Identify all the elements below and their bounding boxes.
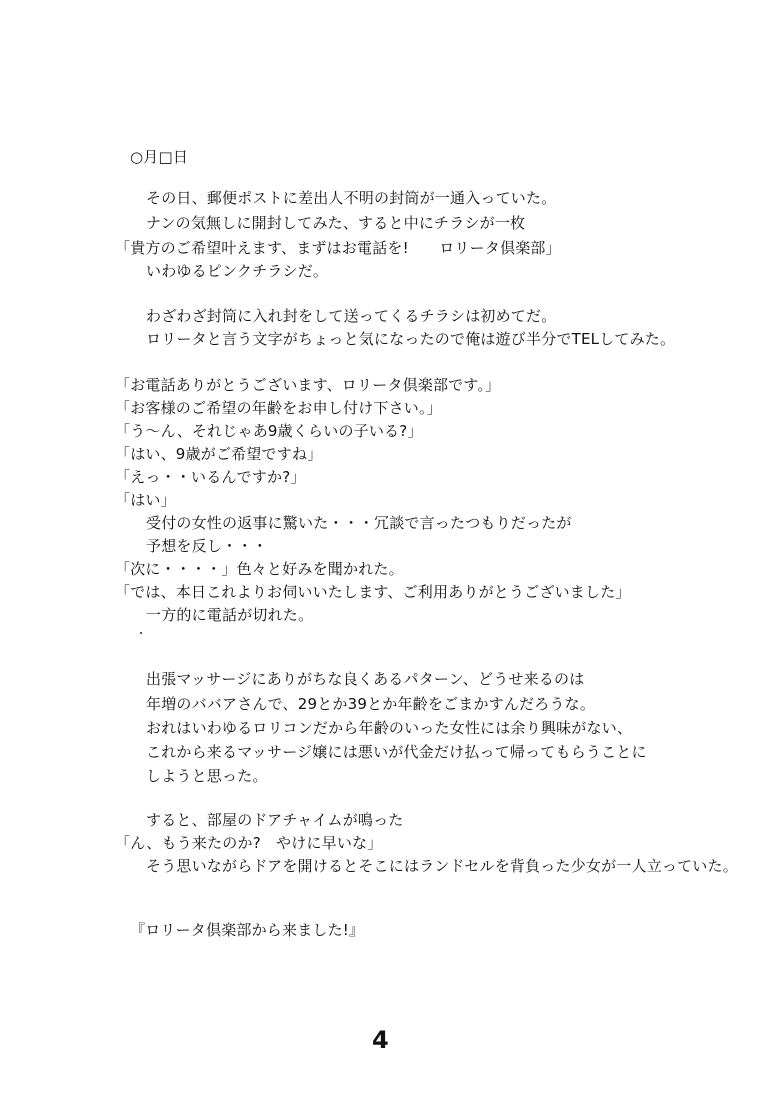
text-line: わざわざ封筒に入れ封をして送ってくるチラシは初めてだ。 [146,307,557,325]
dialogue-line: 「はい」 [115,491,176,509]
text-line: 「貴方のご希望叶えます、まずはお電話を! ロリータ倶楽部」 [115,239,561,257]
date-heading: ○月□日 [130,148,189,166]
text-line: おれはいわゆるロリコンだから年齢のいった女性には余り興味がない、 [146,719,633,737]
text-line: 予想を反し・・・ [146,537,268,555]
dialogue-line: 「はい、9歳がご希望ですね」 [115,445,323,463]
stray-mark [140,632,142,634]
text-line: 出張マッサージにありがちな良くあるパターン、どうせ来るのは [146,670,585,688]
dialogue-line: 「お客様のご希望の年齢をお申し付け下さい。」 [115,399,442,417]
page-number: 4 [372,1026,389,1054]
text-line: その日、郵便ポストに差出人不明の封筒が一通入っていた。 [146,189,557,207]
text-line: そう思いながらドアを開けるとそこにはランドセルを背負った少女が一人立っていた。 [146,857,738,875]
text-line: ナンの気無しに開封してみた、すると中にチラシが一枚 [146,214,526,232]
text-line: 受付の女性の返事に驚いた・・・冗談で言ったつもりだったが [146,514,572,532]
dialogue-line: 「では、本日これよりお伺いいたします、ご利用ありがとうございました」 [115,583,631,601]
text-line: ロリータと言う文字がちょっと気になったので俺は遊び半分でTELしてみた。 [146,330,676,348]
text-line: 一方的に電話が切れた。 [146,606,314,624]
dialogue-line: 「次に・・・・」色々と好みを聞かれた。 [115,560,404,578]
text-line: 年増のババアさんで、29とか39とか年齢をごまかすんだろうな。 [146,695,596,713]
text-line: すると、部屋のドアチャイムが鳴った [146,811,404,829]
dialogue-line: 「う〜ん、それじゃあ9歳くらいの子いる?」 [115,422,423,440]
text-line: いわゆるピンクチラシだ。 [146,262,329,280]
dialogue-line: 「ん、もう来たのか? やけに早いな」 [115,834,383,852]
text-line: しようと思った。 [146,767,268,785]
closing-line: 『ロリータ倶楽部から来ました!』 [130,921,365,939]
dialogue-line: 「えっ・・いるんですか?」 [115,468,306,486]
dialogue-line: 「お電話ありがとうございます、ロリータ倶楽部です。」 [115,376,501,394]
text-line: これから来るマッサージ嬢には悪いが代金だけ払って帰ってもらうことに [146,743,647,761]
